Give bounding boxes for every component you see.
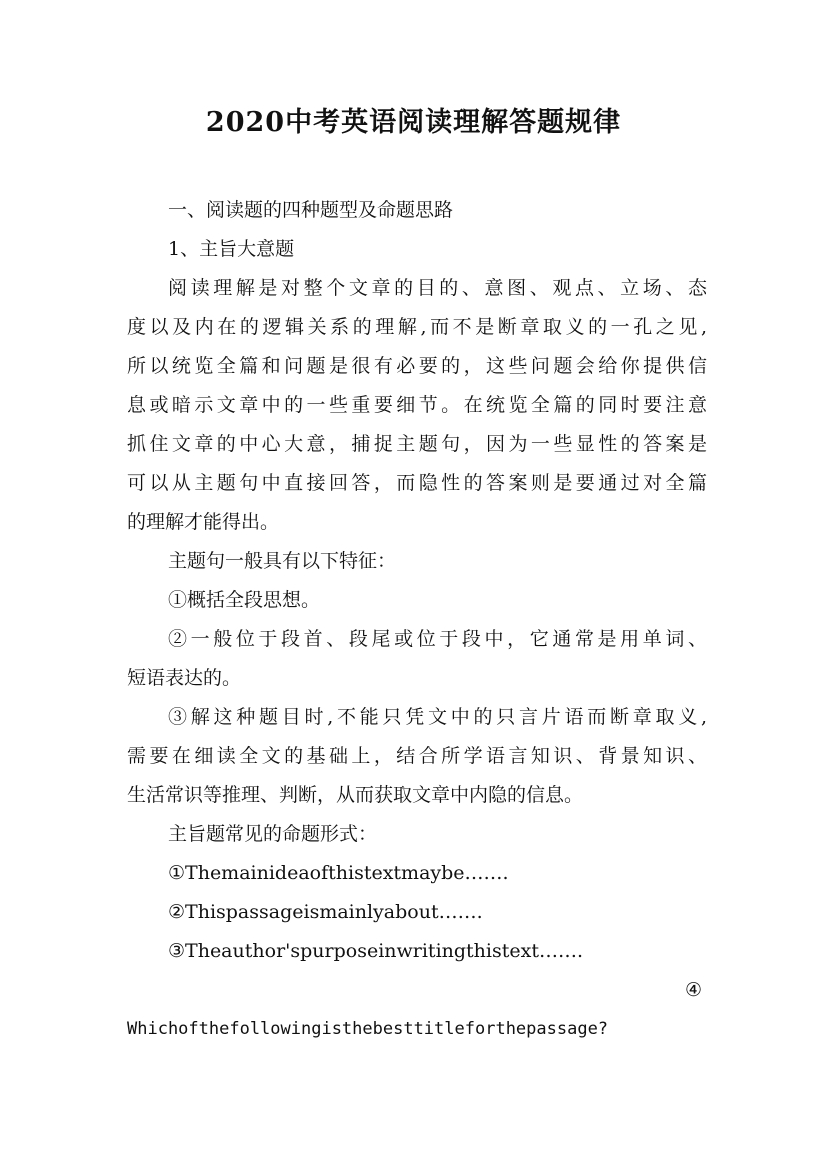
- document-title: 2020中考英语阅读理解答题规律: [205, 107, 622, 138]
- paragraph-line: 度以及内在的逻辑关系的理解,而不是断章取义的一孔之见,: [127, 316, 707, 338]
- paragraph-line: 息或暗示文章中的一些重要细节。在统览全篇的同时要注意: [127, 394, 707, 416]
- list-item: ②Thispassageismainlyabout…….: [168, 901, 483, 923]
- list-item: ③解这种题目时,不能只凭文中的只言片语而断章取义,: [168, 706, 707, 728]
- list-item-marker: ④: [684, 979, 702, 1001]
- paragraph-line: 短语表达的。: [127, 667, 242, 689]
- list-item: ①Themainideaofthistextmaybe…….: [168, 862, 509, 884]
- paragraph-line: 所以统览全篇和问题是很有必要的，这些问题会给你提供信: [127, 355, 707, 377]
- paragraph-line: 的理解才能得出。: [127, 511, 280, 533]
- paragraph-line: 阅读理解是对整个文章的目的、意图、观点、立场、态: [168, 277, 707, 299]
- paragraph-line: 抓住文章的中心大意，捕捉主题句，因为一些显性的答案是: [127, 433, 707, 455]
- paragraph-line: 生活常识等推理、判断，从而获取文章中内隐的信息。: [127, 784, 584, 806]
- subsection-heading: 1、主旨大意题: [168, 238, 295, 260]
- paragraph-line: 主旨题常见的命题形式：: [168, 823, 378, 845]
- list-item: ①概括全段思想。: [168, 589, 321, 611]
- list-item: Whichofthefollowingisthebesttitleforthepassage?: [127, 1019, 609, 1039]
- list-item: ②一般位于段首、段尾或位于段中，它通常是用单词、: [168, 628, 707, 650]
- paragraph-line: 可以从主题句中直接回答，而隐性的答案则是要通过对全篇: [127, 472, 707, 494]
- paragraph-line: 主题句一般具有以下特征：: [168, 550, 397, 572]
- list-item: ③Theauthor'spurposeinwritingthistext…….: [168, 940, 584, 962]
- paragraph-line: 需要在细读全文的基础上，结合所学语言知识、背景知识、: [127, 745, 707, 767]
- section-heading: 一、阅读题的四种题型及命题思路: [168, 199, 454, 221]
